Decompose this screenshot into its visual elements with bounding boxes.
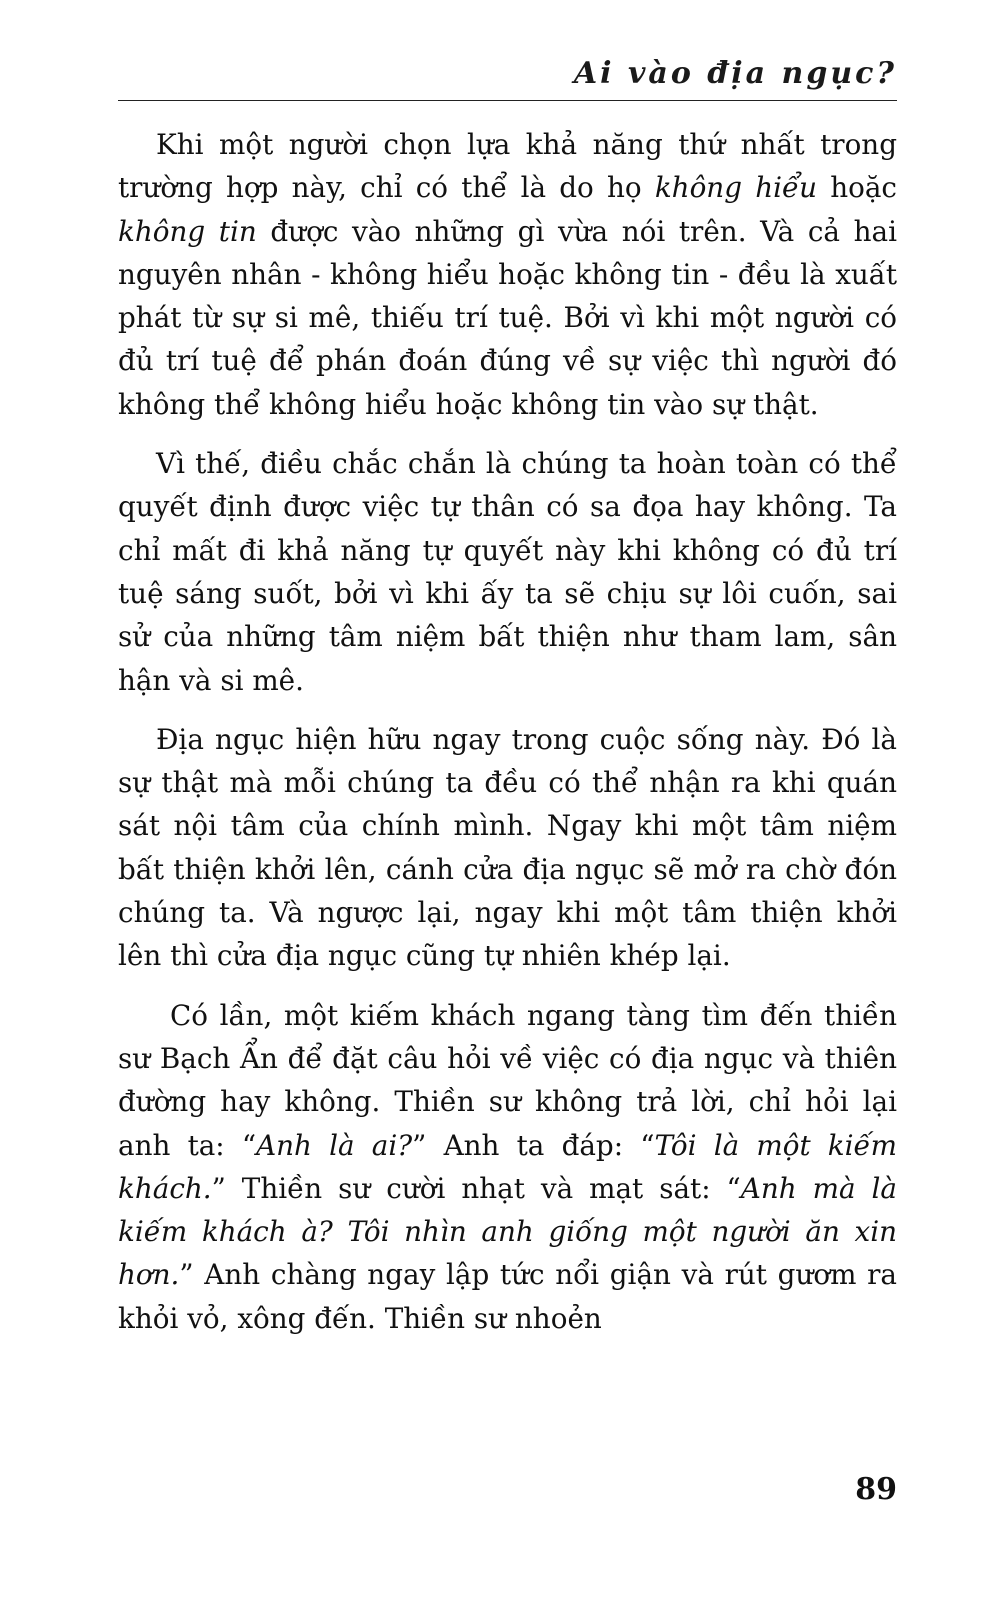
p4-text-c: ” Anh ta đáp: “ (412, 1128, 655, 1162)
p1-emphasis-khong-tin: không tin (118, 214, 257, 248)
body-text (118, 123, 897, 1356)
p4-text-e: ” Thiền sư cười nhạt và mạt sát: “ (211, 1171, 741, 1205)
p1-text-c: hoặc (817, 171, 897, 205)
p1-emphasis-khong-hieu: không hiểu (654, 171, 818, 205)
running-head (118, 52, 897, 101)
p4-text-g: ” Anh chàng ngay lập tức nổi giận và rút gươm ra khỏi vỏ, xông đến. Thiền sư nhoẻn (118, 1258, 897, 1335)
paragraph-2: Vì thế, điều chắc chắn là chúng ta hoàn toàn có thể quyết định được việc tự thân có sa đọa hay không. Ta chỉ mất đi khả năng tự quyết này khi không có đủ trí tuệ sáng suốt, bởi vì khi ấy ta sẽ chịu sự lôi cuốn, sai sử của những tâm niệm bất thiện như tham lam, sân hận và si mê. (118, 447, 897, 697)
p4-text-a: Có lần, một kiếm khách ngang tàng tìm đến thiền sư Bạch Ẩn để đặt câu hỏi về việc có địa ngục và thiên đường hay không. Thiền sư không trả lời, chỉ hỏi lại anh ta: “ (118, 998, 897, 1162)
page-number: 89 (855, 1472, 897, 1507)
p1-text-a: Khi một người chọn lựa khả năng thứ nhất trong trường hợp này, chỉ có thể là do họ (118, 128, 897, 205)
p4-quote-anh-la-ai: Anh là ai? (256, 1128, 413, 1162)
p4-quote-kiem-khach: Tôi là một kiếm khách. (118, 1128, 897, 1205)
running-title: Ai vào địa ngục? (573, 56, 897, 91)
p4-quote-an-xin: Anh mà là kiếm khách à? Tôi nhìn anh giống một người ăn xin hơn. (118, 1171, 897, 1292)
paragraph-4 (118, 994, 897, 1340)
paragraph-1 (118, 123, 897, 426)
paragraph-3: Địa ngục hiện hữu ngay trong cuộc sống này. Đó là sự thật mà mỗi chúng ta đều có thể nhận ra khi quán sát nội tâm của chính mình. Ngay khi một tâm niệm bất thiện khởi lên, cánh cửa địa ngục sẽ mở ra chờ đón chúng ta. Và ngược lại, ngay khi một tâm thiện khởi lên thì cửa địa ngục cũng tự nhiên khép lại. (118, 722, 897, 973)
p1-text-e: được vào những gì vừa nói trên. Và cả hai nguyên nhân - không hiểu hoặc không tin - đều là xuất phát từ sự si mê, thiếu trí tuệ. Bởi vì khi một người có đủ trí tuệ để phán đoán đúng về sự việc thì người đó không thể không hiểu hoặc không tin vào sự thật. (118, 214, 897, 421)
